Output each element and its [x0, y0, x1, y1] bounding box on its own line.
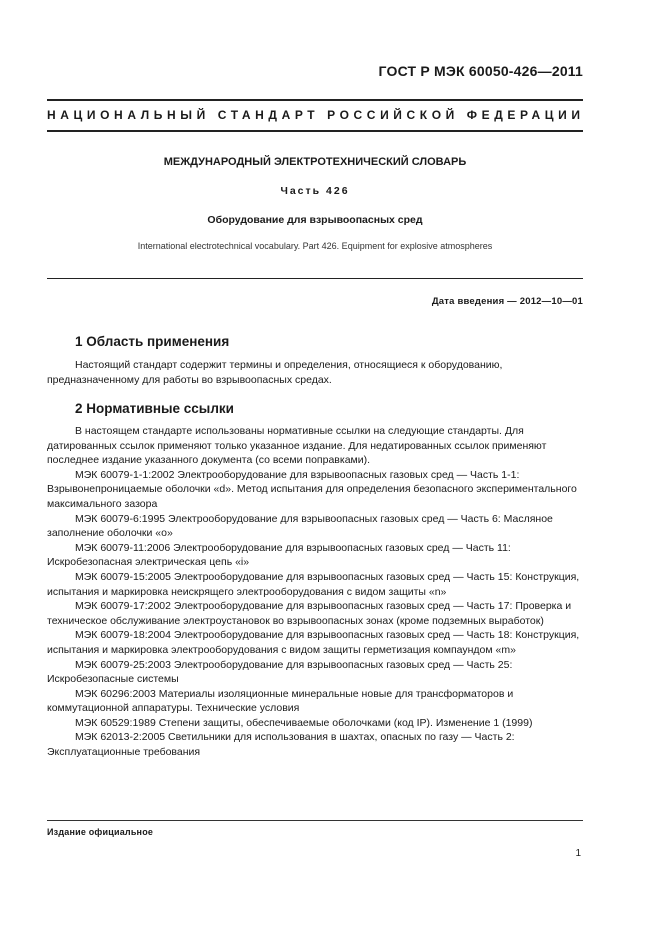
reference-item: МЭК 62013-2:2005 Светильники для использования в шахтах, опасных по газу — Часть 2: Эксплуатационные требования: [47, 731, 515, 759]
reference-item: МЭК 60079-17:2002 Электрооборудование для взрывоопасных газовых сред — Часть 17: Проверка и техническое обслуживание электроустановок во взрывоопасных зонах (кроме подземных выработок): [47, 600, 572, 627]
title-separator-rule: [47, 278, 583, 279]
reference-item: МЭК 60079-6:1995 Электрооборудование для взрывоопасных газовых сред — Часть 6: Масляное заполнение оболочки «о»: [47, 512, 553, 540]
section-heading-references: 2 Нормативные ссылки: [75, 401, 234, 416]
official-edition-label: Издание официальное: [47, 827, 154, 837]
reference-item: МЭК 60079-18:2004 Электрооборудование для взрывоопасных газовых сред — Часть 18: Конструкция, испытания и маркировка электрооборудования с видом защиты герметизация компаундом «m»: [47, 629, 580, 656]
document-code: ГОСТ Р МЭК 60050-426—2011: [378, 63, 583, 79]
national-standard-banner: НАЦИОНАЛЬНЫЙ СТАНДАРТ РОССИЙСКОЙ ФЕДЕРАЦИИ: [47, 108, 585, 122]
section-scope-body: [47, 358, 583, 387]
header-rule-bottom: [47, 130, 583, 132]
page-number: 1: [575, 848, 581, 859]
reference-item: МЭК 60079-15:2005 Электрооборудование для взрывоопасных газовых сред — Часть 15: Конструкция, испытания и маркировка неискрящего электрооборудования с видом защиты «n»: [47, 570, 580, 598]
paragraph: Настоящий стандарт содержит термины и определения, относящиеся к оборудованию, предназначенному для работы во взрывоопасных средах.: [47, 359, 503, 386]
paragraph: В настоящем стандарте использованы нормативные ссылки на следующие стандарты. Для датированных ссылок применяют только указанное издание. Для недатированных ссылок применяют последнее издание указанного документа (со всеми поправками).: [47, 425, 547, 467]
header-rule-top: [47, 99, 583, 101]
reference-item: МЭК 60079-11:2006 Электрооборудование для взрывоопасных газовых сред — Часть 11: Искробезопасная электрическая цепь «i»: [47, 541, 511, 569]
english-title: International electrotechnical vocabulary. Part 426. Equipment for explosive atmospheres: [137, 241, 493, 251]
footer-rule: [47, 820, 583, 821]
reference-item: МЭК 60079-25:2003 Электрооборудование для взрывоопасных газовых сред — Часть 25: Искробезопасные системы: [47, 658, 513, 686]
part-number: Часть 426: [280, 185, 350, 197]
reference-item: МЭК 60079-1-1:2002 Электрооборудование для взрывоопасных газовых сред — Часть 1-1: Взрывонепроницаемые оболочки «d». Метод испытания для определения безопасного экспериментального максимального зазора: [47, 468, 577, 510]
reference-item: МЭК 60529:1989 Степени защиты, обеспечиваемые оболочками (код IP). Изменение 1 (1999): [75, 716, 533, 729]
introduction-date: Дата введения — 2012—10—01: [431, 296, 583, 307]
document-subtitle: Оборудование для взрывоопасных сред: [207, 214, 423, 226]
section-heading-scope: 1 Область применения: [75, 334, 230, 349]
document-title: МЕЖДУНАРОДНЫЙ ЭЛЕКТРОТЕХНИЧЕСКИЙ СЛОВАРЬ: [163, 156, 467, 168]
section-references-body: [47, 424, 583, 760]
reference-item: МЭК 60296:2003 Материалы изоляционные минеральные новые для трансформаторов и коммутационной аппаратуры. Технические условия: [47, 687, 514, 715]
